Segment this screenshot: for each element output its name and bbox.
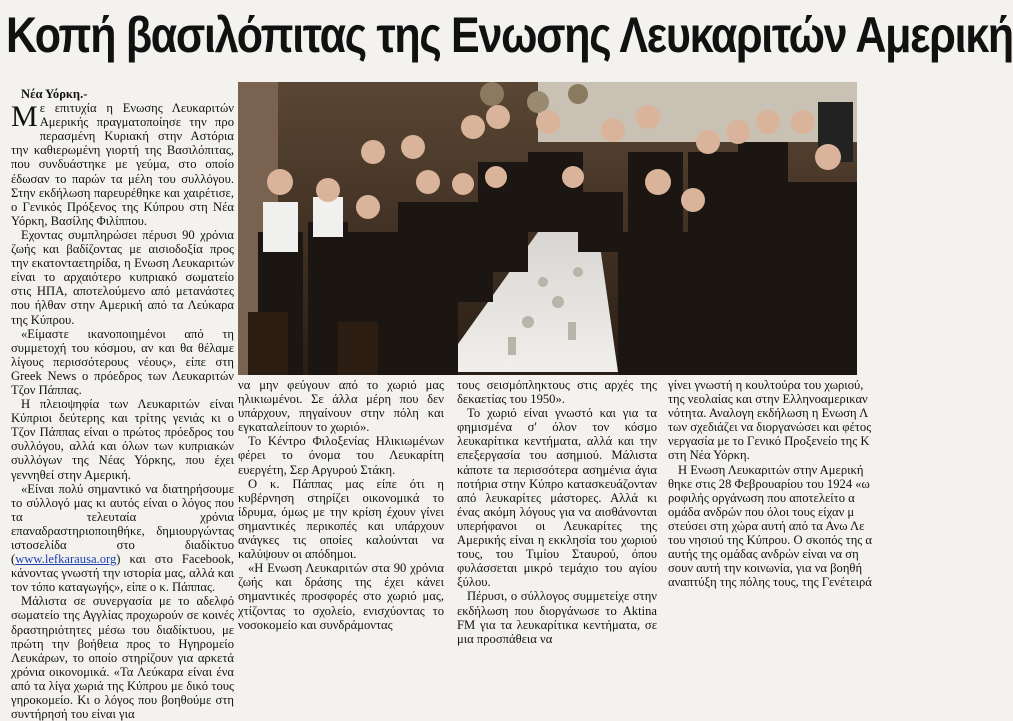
article-line: στεύσει στη χώρα αυτή από τα Ανω Λε [668, 518, 865, 533]
byline: Νέα Υόρκη.- [21, 87, 88, 101]
paragraph-text: «Είναι πολύ σημαντικό να διατηρήσουμε το σύλλογό μας κι αυτός είναι ο λόγος που τα τελευταία χρόνια επαναδραστηριοποιηθήκε, δημιουργώντας ιστοσελίδα στο διαδίκτυο ( [11, 481, 234, 567]
article-line: σουν αυτή την κοινωνία, για να βοηθή [668, 561, 863, 576]
article-column-3 [457, 378, 657, 646]
article-line: ομάδα ανδρών που όλοι τους είχαν μ [668, 504, 855, 519]
article-paragraph: να μην φεύγουν από το χωριό μας ηλικιωμένοι. Σε άλλα μέρη που δεν υπάρχουν, πηγαίνουν στην πόλη και εγκαταλείπουν το χωριό». [238, 378, 444, 435]
article-paragraph: Το Κέντρο Φιλοξενίας Ηλικιωμένων φέρει το όνομα του Λευκαρίτη ευεργέτη, Σερ Αργυρού Στάκη. [238, 434, 444, 477]
article-paragraph [11, 101, 234, 228]
website-link[interactable]: www.lefkarausa.org [15, 552, 117, 567]
article-paragraph: «Η Ενωση Λευκαριτών στα 90 χρόνια ζωής και δράσης της έχει κάνει σημαντικές προσφορές στο χωριό μας, χτίζοντας το σχολείο, ενισχύοντας το νοσοκομείο και συνδράμοντας [238, 561, 444, 632]
paragraph-text: ) και στο Facebook, κάνοντας γνωστή την ιστορία μας, αλλά και τον τόπο καταγωγής», είπε ο κ. Πάππας. [11, 552, 234, 595]
article-paragraph: Ο κ. Πάππας μας είπε ότι η κυβέρνηση στηρίζει οικονομικά το ίδρυμα, όμως με την κρίση έχουν γίνει σημαντικές περικοπές και υπάρχουν ανάγκες τις οποίες καλούνται να καλύψουν οι απόδημοι. [238, 476, 444, 562]
article-paragraph [11, 482, 234, 595]
article-paragraph: Μάλιστα σε συνεργασία με το αδελφό σωματείο της Αγγλίας προχωρούν σε κοινές δραστηριότητες μέσω του διαδίκτυου, με πρώτη την βοήθεια προς το Ηγηρομείο Λευκάρων, το οποίο στηρίζουν για αρκετά χρόνια οικονομικά. «Τα Λεύκαρα είναι ένα από τα λίγα χωριά της Κύπρου με δικό τους γηροκομείο. Κι ο λόγος που βοηθούμε στη συντήρησή του είναι για [11, 594, 234, 721]
article-line: Η Ενωση Λευκαριτών στην Αμερική [678, 462, 864, 477]
article-line: του νησιού της Κύπρου. Ο σκοπός της α [668, 533, 873, 548]
headline: Κοπή βασιλόπιτας της Ενωσης Λευκαριτών Αμερική [6, 7, 1013, 63]
article-line: στη Νέα Υόρκη. [668, 448, 750, 463]
article-line: θηκε στις 28 Φεβρουαρίου του 1924 «ω [668, 476, 870, 491]
group-photo [238, 82, 857, 375]
article-paragraph: Η πλειοψηφία των Λευκαριτών είναι Κύπριοι δεύτερης και τρίτης γενιάς κι ο Τζον Πάππας είναι ο πρώτος πρόεδρος του συλλόγου, αλλά και όλων των κυπριακών συλλόγων της Νέας Υόρκης, που έχει γεννηθεί στην Αμερική. [11, 397, 234, 482]
article-column-4 [668, 378, 873, 590]
article-line: αναπτύξη της πόλης τους, της Γενέτειρά [668, 575, 872, 590]
article-line: ροφιλής οργάνωση που αποτελείτο α [668, 490, 855, 505]
article-column-2 [238, 378, 444, 632]
article-paragraph: τους σεισμόπληκτους στις αρχές της δεκαετίας του 1950». [457, 378, 657, 407]
article-line: αυτής της ομάδας ανδρών είναι να ση [668, 547, 859, 562]
drop-cap: Μ [11, 100, 38, 134]
article-paragraph: Εχοντας συμπληρώσει πέρυσι 90 χρόνια ζωής και βαδίζοντας με αισιοδοξία προς την εκατονταετηρίδα, η Ενωση Λευκαριτών είναι το αρχαιότερο κυπριακό σωματείο στις ΗΠΑ, αποτελούμενο από μετανάστες που ήλθαν στην Αμερική από τα Λεύκαρα της Κύπρου. [11, 227, 234, 327]
article-line: νεργασία με το Γενικό Προξενείο της Κ [668, 434, 870, 449]
article-paragraph: Πέρυσι, ο σύλλογος συμμετείχε στην εκδήλωση που διοργάνωσε το Aktina FM για τα λευκαρίτικα κεντήματα, σε μια προσπάθεια να [457, 589, 657, 646]
article-column-1 [11, 87, 234, 721]
article-line: νότητα. Αναλογη εκδήλωση η Ενωση Λ [668, 406, 869, 421]
article-line: της νεολαίας και στην Ελληνοαμερικαν [668, 392, 868, 407]
article-paragraph: «Είμαστε ικανοποιημένοι από τη συμμετοχή του κόσμου, αν και θα θέλαμε λίγους περισσότερους νέους», είπε στη Greek News ο πρόεδρος των Λευκαριτών Τζον Πάππας. [11, 326, 234, 397]
group-photo-icon [238, 82, 857, 375]
paragraph-text: ε επιτυχία η Ενωσης Λευκαριτών Αμερικής πραγματοποίησε την προ περασμένη Κυριακή στην Αστόρια την καθιερωμένη γιορτή της Βασιλόπιτας, που συνδυάστηκε με γεύμα, στο οποίο έδωσαν το παρών τα μέλη του συλλόγου. Στην εκδήλωση παρευρέθηκε και χαιρέτισε, ο Γενικός Πρόξενος της Κύπρου στη Νέα Υόρκη, Βασίλης Φιλίππου. [11, 101, 234, 228]
article-line: γίνει γνωστή η κουλτούρα του χωριού, [668, 378, 864, 392]
article-line: των σχεδιάζει να διοργανώσει και φέτος [668, 420, 872, 435]
article-paragraph: Το χωριό είναι γνωστό και για τα φημισμένα σ' όλον τον κόσμο λευκαρίτικα κεντήματα, αλλά και την επεξεργασία του ασημιού. Μάλιστα κάποτε τα περισσότερα ασημένια άγια ποτήρια στην Κύπρο κατασκευάζονταν από λευκαρίτες μάστορες. Αλλά κι ένας ακόμη λόγους για να αισθάνονται υπερήφανοι οι Λευκαρίτες της Αμερικής είναι η εκκλησία του χωριού τους, του Τιμίου Σταυρού, όπου φυλάσσεται μικρό τεμάχιο του αγίου ξύλου. [457, 406, 657, 590]
